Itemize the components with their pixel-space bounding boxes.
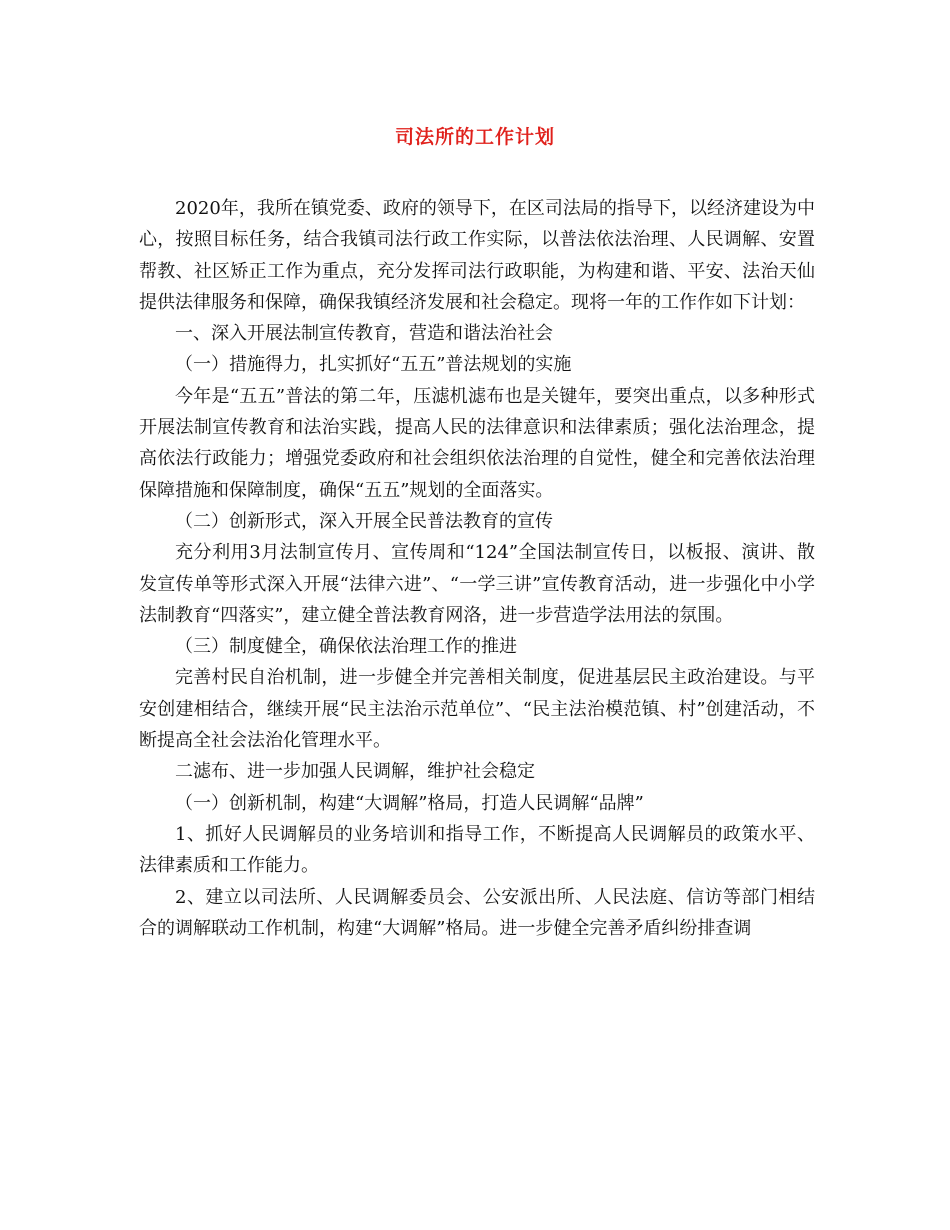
body-paragraph: 今年是“五五”普法的第二年，压滤机滤布也是关键年，要突出重点，以多种形式开展法制宣传教育和法治实践，提高人民的法律意识和法律素质；强化法治理念，提高依法行政能力；增强党委政府和社会组织依法治理的自觉性，健全和完善依法治理保障措施和保障制度，确保“五五”规划的全面落实。 [139,385,815,501]
section-heading-2: 二滤布、进一步加强人民调解，维护社会稳定 [175,761,535,783]
intro-paragraph: 2020年，我所在镇党委、政府的领导下，在区司法局的指导下，以经济建设为中心，按照目标任务，结合我镇司法行政工作实际，以普法依法治理、人民调解、安置帮教、社区矫正工作为重点，充分发挥司法行政职能，为构建和谐、平安、法治天仙提供法律服务和保障，确保我镇经济发展和社会稳定。现将一年的工作作如下计划： [139,198,815,313]
document-title: 司法所的工作计划 [394,126,555,148]
body-paragraph: 充分利用3月法制宣传月、宣传周和“124”全国法制宣传日，以板报、演讲、散发宣传单等形式深入开展“法律六进”、“一学三讲”宣传教育活动，进一步强化中小学法制教育“四落实”，建立健全普法教育网洛，进一步营造学法用法的氛围。 [139,542,815,626]
subsection-heading-1-3: （三）制度健全，确保依法治理工作的推进 [175,636,517,658]
list-item: 2、建立以司法所、人民调解委员会、公安派出所、人民法庭、信访等部门相结合的调解联动工作机制，构建“大调解”格局。进一步健全完善矛盾纠纷排查调 [139,886,815,939]
body-paragraph: 完善村民自治机制，进一步健全并完善相关制度，促进基层民主政治建设。与平安创建相结合，继续开展“民主法治示范单位”、“民主法治模范镇、村”创建活动，不断提高全社会法治化管理水平。 [139,667,815,752]
subsection-heading-2-1: （一）创新机制，构建“大调解”格局，打造人民调解“品牌” [175,792,644,814]
subsection-heading-1-1: （一）措施得力，扎实抓好“五五”普法规划的实施 [175,354,572,376]
section-heading-1: 一、深入开展法制宣传教育，营造和谐法治社会 [175,323,553,345]
document-body [139,193,815,944]
list-item: 1、抓好人民调解员的业务培训和指导工作，不断提高人民调解员的政策水平、法律素质和工作能力。 [139,823,815,877]
subsection-heading-1-2: （二）创新形式，深入开展全民普法教育的宣传 [175,510,553,532]
